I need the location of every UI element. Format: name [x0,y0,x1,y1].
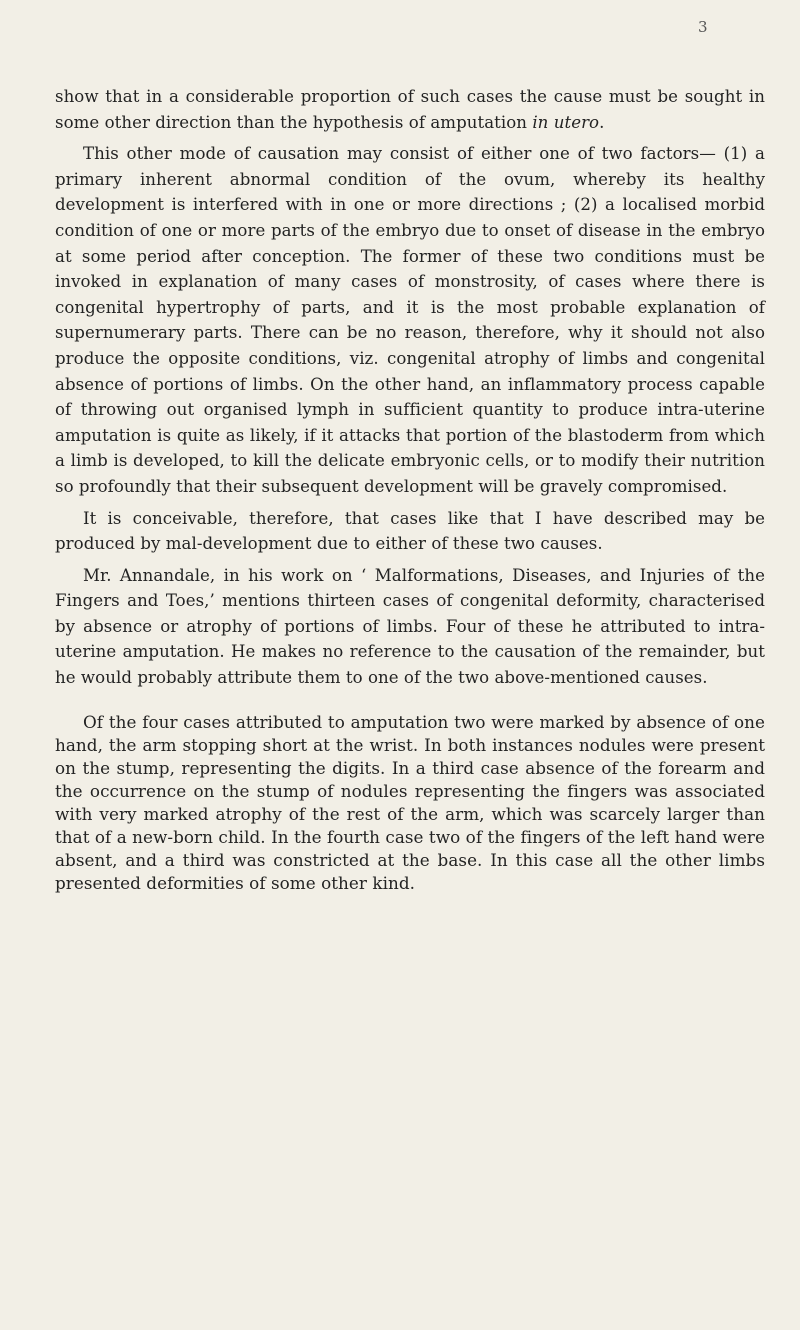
paragraph-2: This other mode of causation may consist of either one of two factors— (1) a primary inherent abnormal condition of the ovum, whereby its healthy development is interfered with in one or more directions ; (2) a localised morbid condition of one or more parts of the embryo due to onset of disease in the embryo at some period after conception. The former of these two conditions must be invoked in explanation of many cases of monstrosity, of cases where there is congenital hypertrophy of parts, and it is the most probable explanation of supernumerary parts. There can be no reason, therefore, why it should not also produce the opposite conditions, viz. congenital atrophy of limbs and congenital absence of portions of limbs. On the other hand, an inflammatory process capable of throwing out organised lymph in sufficient quantity to produce intra-uterine amputation is quite as likely, if it attacks that portion of the blastoderm from which a limb is developed, to kill the delicate embryonic cells, or to modify their nutrition so profoundly that their subsequent development will be gravely compromised. [55,144,765,496]
paragraph-5: Of the four cases attributed to amputation two were marked by absence of one hand, the arm stopping short at the wrist. In both instances nodules were present on the stump, representing the digits. In a third case absence of the forearm and the occurrence on the stump of nodules representing the fingers was associated with very marked atrophy of the rest of the arm, which was scarcely larger than that of a new-born child. In the fourth case two of the fingers of the left hand were absent, and a third was constricted at the base. In this case all the other limbs presented deformities of some other kind. [55,711,765,893]
paragraph-1 [55,84,765,135]
paragraph-1-italic: in utero [532,112,600,132]
paragraph-1-text: show that in a considerable proportion of such cases the cause must be sought in some other direction than the hypothesis of amputation [55,87,765,132]
page-number: 3 [698,18,708,36]
body-text [55,84,765,901]
paragraph-4: Mr. Annandale, in his work on ‘ Malformations, Diseases, and Injuries of the Fingers and Toes,’ mentions thirteen cases of congenital deformity, characterised by absence or atrophy of portions of limbs. Four of these he attributed to intra-uterine amputation. He makes no reference to the causation of the remainder, but he would probably attribute them to one of the two above-mentioned causes. [55,565,765,688]
paragraph-1-end: . [599,112,605,132]
paragraph-3: It is conceivable, therefore, that cases like that I have described may be produced by mal-development due to either of these two causes. [55,508,765,554]
